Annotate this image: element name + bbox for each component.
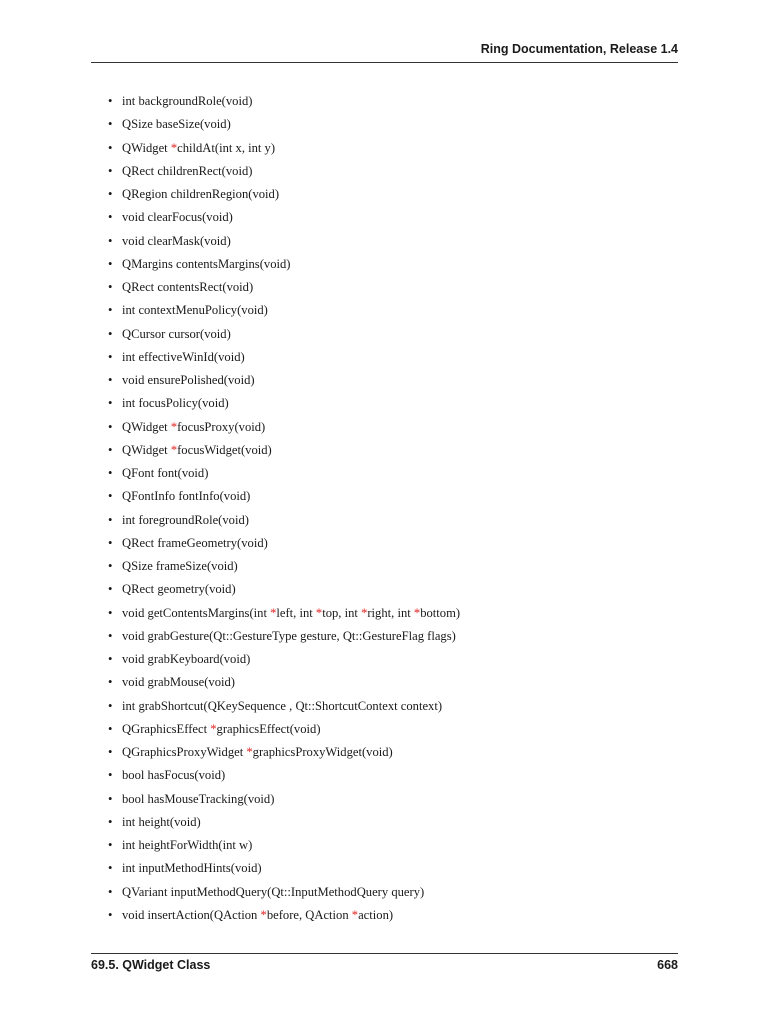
method-signature xyxy=(122,187,279,201)
bullet-icon: • xyxy=(108,256,113,271)
signature-text: int grabShortcut(QKeySequence , Qt::ShortcutContext context) xyxy=(122,698,443,713)
method-signature xyxy=(122,722,321,736)
bullet-icon: • xyxy=(108,163,113,178)
method-item xyxy=(108,114,678,137)
signature-text: QRect geometry(void) xyxy=(122,582,236,597)
method-signature xyxy=(122,838,252,852)
method-signature xyxy=(122,629,456,643)
method-signature xyxy=(122,466,208,480)
signature-text: QRect frameGeometry(void) xyxy=(122,535,268,550)
signature-text: int backgroundRole(void) xyxy=(122,94,253,108)
bullet-icon: • xyxy=(108,326,113,341)
signature-text: top, int xyxy=(322,605,362,620)
signature-text: int contextMenuPolicy(void) xyxy=(122,303,268,318)
page-number: 668 xyxy=(657,958,678,972)
pointer-asterisk: * xyxy=(361,605,368,620)
method-signature xyxy=(122,815,201,829)
bullet-icon: • xyxy=(108,814,113,829)
pointer-asterisk: * xyxy=(170,442,178,457)
signature-text: left, int xyxy=(276,605,316,620)
signature-text: int height(void) xyxy=(122,814,201,829)
signature-text: QWidget xyxy=(122,419,171,434)
method-item xyxy=(108,184,678,207)
pointer-asterisk: * xyxy=(270,605,277,620)
method-signature xyxy=(122,303,268,317)
signature-text: void getContentsMargins(int xyxy=(122,605,271,620)
signature-text: QRegion childrenRegion(void) xyxy=(122,187,280,201)
pointer-asterisk: * xyxy=(170,419,178,434)
signature-text: QFontInfo fontInfo(void) xyxy=(122,489,251,504)
signature-text: QWidget xyxy=(122,140,171,155)
signature-text: int foregroundRole(void) xyxy=(122,512,249,527)
signature-text: int focusPolicy(void) xyxy=(122,396,229,411)
method-signature xyxy=(122,141,275,155)
bullet-icon: • xyxy=(108,861,113,876)
bullet-icon: • xyxy=(108,768,113,783)
method-item xyxy=(108,254,678,277)
signature-text: bottom) xyxy=(420,605,461,620)
signature-text: graphicsEffect(void) xyxy=(216,721,321,736)
signature-text: QWidget xyxy=(122,442,171,457)
bullet-icon: • xyxy=(108,373,113,387)
method-item xyxy=(108,138,678,161)
signature-text: void ensurePolished(void) xyxy=(122,373,255,387)
bullet-icon: • xyxy=(108,791,113,806)
bullet-icon: • xyxy=(108,745,113,759)
method-item xyxy=(108,463,678,486)
method-signature xyxy=(122,582,236,596)
page-footer xyxy=(91,953,678,976)
page-header xyxy=(91,40,678,63)
method-signature xyxy=(122,513,249,527)
method-item xyxy=(108,556,678,579)
signature-text: QRect contentsRect(void) xyxy=(122,280,254,294)
method-item xyxy=(108,231,678,254)
method-signature xyxy=(122,768,225,782)
method-signature xyxy=(122,350,245,364)
signature-text: QFont font(void) xyxy=(122,466,209,480)
signature-text: void clearMask(void) xyxy=(122,233,231,248)
method-signature xyxy=(122,652,250,666)
signature-text: void grabKeyboard(void) xyxy=(122,652,251,666)
method-item xyxy=(108,835,678,858)
bullet-icon: • xyxy=(108,489,113,504)
signature-text: void insertAction(QAction xyxy=(122,907,261,922)
pointer-asterisk: * xyxy=(413,605,421,620)
signature-text: QVariant inputMethodQuery(Qt::InputMethodQuery query) xyxy=(122,884,425,899)
bullet-icon: • xyxy=(108,233,113,248)
bullet-icon: • xyxy=(108,140,113,155)
bullet-icon: • xyxy=(108,419,113,434)
method-signature xyxy=(122,164,252,178)
method-item xyxy=(108,370,678,393)
method-signature xyxy=(122,489,250,503)
signature-text: QCursor cursor(void) xyxy=(122,326,231,341)
method-item xyxy=(108,300,678,323)
signature-text: bool hasFocus(void) xyxy=(122,768,226,783)
bullet-icon: • xyxy=(108,94,113,108)
bullet-icon: • xyxy=(108,349,113,364)
method-item xyxy=(108,696,678,719)
method-signature xyxy=(122,885,424,899)
method-signature xyxy=(122,117,231,131)
bullet-icon: • xyxy=(108,652,113,666)
signature-text: int heightForWidth(int w) xyxy=(122,838,253,852)
signature-text: QSize frameSize(void) xyxy=(122,559,238,573)
method-item xyxy=(108,486,678,509)
signature-text: QRect childrenRect(void) xyxy=(122,163,253,178)
bullet-icon: • xyxy=(108,210,113,225)
bullet-icon: • xyxy=(108,698,113,713)
bullet-icon: • xyxy=(108,884,113,899)
method-signature xyxy=(122,94,252,108)
method-signature xyxy=(122,234,231,248)
method-signature xyxy=(122,443,272,457)
method-item xyxy=(108,649,678,672)
method-signature xyxy=(122,861,262,875)
method-item xyxy=(108,277,678,300)
bullet-icon: • xyxy=(108,466,113,480)
bullet-icon: • xyxy=(108,442,113,457)
method-signature xyxy=(122,396,229,410)
method-item xyxy=(108,207,678,230)
method-item xyxy=(108,161,678,184)
pointer-asterisk: * xyxy=(170,140,178,155)
method-item xyxy=(108,719,678,742)
method-item xyxy=(108,533,678,556)
bullet-icon: • xyxy=(108,117,113,132)
method-signature xyxy=(122,257,290,271)
signature-text: before, QAction xyxy=(266,907,352,922)
method-signature xyxy=(122,327,231,341)
method-signature xyxy=(122,420,265,434)
bullet-icon: • xyxy=(108,280,113,294)
method-signature xyxy=(122,792,274,806)
signature-text: void clearFocus(void) xyxy=(122,210,233,225)
method-item xyxy=(108,579,678,602)
method-list xyxy=(108,91,678,928)
bullet-icon: • xyxy=(108,396,113,411)
section-title: 69.5. QWidget Class xyxy=(91,958,211,972)
method-item xyxy=(108,347,678,370)
method-item xyxy=(108,858,678,881)
bullet-icon: • xyxy=(108,628,113,643)
bullet-icon: • xyxy=(108,559,113,573)
method-item xyxy=(108,603,678,626)
signature-text: int effectiveWinId(void) xyxy=(122,349,245,364)
bullet-icon: • xyxy=(108,907,113,922)
signature-text: childAt(int x, int y) xyxy=(177,140,276,155)
method-item xyxy=(108,510,678,533)
method-signature xyxy=(122,559,238,573)
signature-text: right, int xyxy=(367,605,414,620)
signature-text: bool hasMouseTracking(void) xyxy=(122,791,275,806)
pointer-asterisk: * xyxy=(246,745,253,759)
method-signature xyxy=(122,745,393,759)
method-item xyxy=(108,91,678,114)
method-signature xyxy=(122,536,268,550)
signature-text: int inputMethodHints(void) xyxy=(122,861,262,876)
signature-text: QGraphicsEffect xyxy=(122,721,211,736)
method-signature xyxy=(122,373,255,387)
bullet-icon: • xyxy=(108,187,113,201)
bullet-icon: • xyxy=(108,721,113,736)
document-title: Ring Documentation, Release 1.4 xyxy=(480,42,678,56)
bullet-icon: • xyxy=(108,535,113,550)
method-signature xyxy=(122,280,253,294)
bullet-icon: • xyxy=(108,512,113,527)
signature-text: focusWidget(void) xyxy=(177,442,272,457)
method-signature xyxy=(122,908,393,922)
method-item xyxy=(108,393,678,416)
method-item xyxy=(108,324,678,347)
signature-text: QGraphicsProxyWidget xyxy=(122,745,247,759)
signature-text: QMargins contentsMargins(void) xyxy=(122,256,291,271)
method-item xyxy=(108,672,678,695)
method-item xyxy=(108,417,678,440)
method-item xyxy=(108,742,678,765)
method-signature xyxy=(122,606,460,620)
pointer-asterisk: * xyxy=(351,907,359,922)
signature-text: void grabGesture(Qt::GestureType gesture, Qt::GestureFlag flags) xyxy=(122,628,456,643)
pointer-asterisk: * xyxy=(315,605,323,620)
method-item xyxy=(108,765,678,788)
bullet-icon: • xyxy=(108,675,113,690)
pointer-asterisk: * xyxy=(260,907,267,922)
signature-text: graphicsProxyWidget(void) xyxy=(252,745,393,759)
method-item xyxy=(108,905,678,928)
method-item xyxy=(108,789,678,812)
bullet-icon: • xyxy=(108,838,113,852)
pointer-asterisk: * xyxy=(210,721,217,736)
method-signature xyxy=(122,675,235,689)
method-item xyxy=(108,812,678,835)
method-item xyxy=(108,626,678,649)
bullet-icon: • xyxy=(108,303,113,318)
bullet-icon: • xyxy=(108,605,113,620)
signature-text: focusProxy(void) xyxy=(177,419,266,434)
method-signature xyxy=(122,210,233,224)
bullet-icon: • xyxy=(108,582,113,597)
method-item xyxy=(108,440,678,463)
signature-text: void grabMouse(void) xyxy=(122,675,235,690)
method-signature xyxy=(122,699,442,713)
signature-text: action) xyxy=(358,907,394,922)
signature-text: QSize baseSize(void) xyxy=(122,117,231,132)
method-item xyxy=(108,882,678,905)
